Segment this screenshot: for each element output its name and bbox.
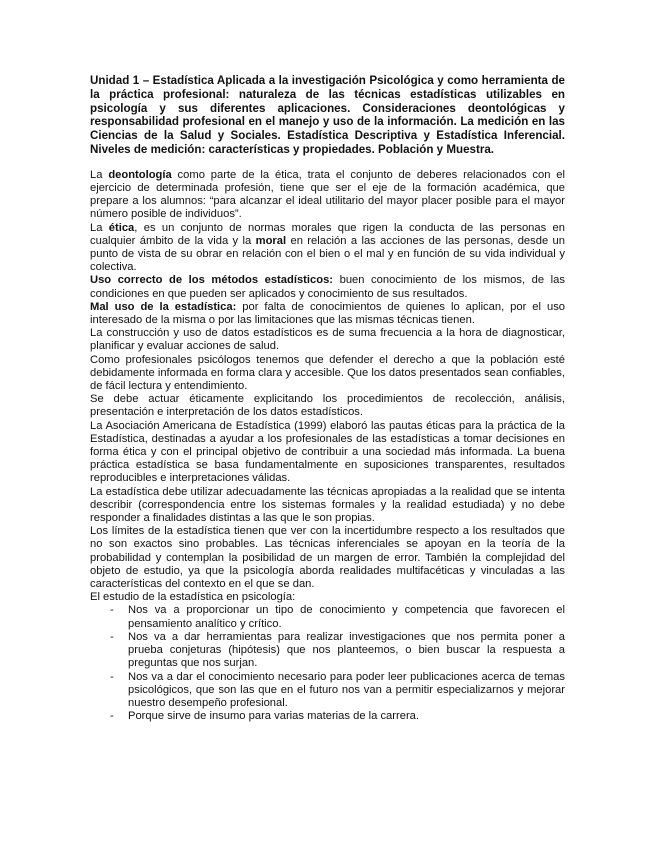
bullet-dash: - (110, 710, 114, 723)
paragraph-limites: Los límites de la estadística tienen que ver con la incertidumbre respecto a los resultados que no son exactos sino probables. Las técnicas inferenciales se apoyan en la teoría de la probabilidad y contemplan la posibilidad de un margen de error. También la complejidad del objeto de estudio, ya que la psicología aborda realidades multifacéticas y vinculadas a las características del contexto en el que se dan. (90, 525, 565, 591)
bold-term: Mal uso de la estadística: (90, 300, 237, 313)
paragraph-uso-correcto (90, 274, 565, 300)
bullet-dash: - (110, 604, 114, 617)
text-run: por falta de conocimientos de quienes lo aplican, por el uso interesado de la misma o por las limitaciones que las mismas técnicas tienen. (90, 300, 566, 327)
bold-term: moral (255, 234, 287, 247)
paragraph-deontologia (90, 169, 565, 222)
text-run: como parte de la ética, trata el conjunto de deberes relacionados con el ejercicio de determinada profesión, tiene que ser el eje de la formación académica, que prepare a los alumnos: “para alcanzar el ideal utilitario del mayor placer posible para el mayor número posible de individuos”. (90, 168, 565, 221)
paragraph-asociacion: La Asociación Americana de Estadística (1999) elaboró las pautas éticas para la práctica de la Estadística, destinadas a ayudar a los profesionales de las estadísticas a tomar decisiones en forma ética y con el principal objetivo de contribuir a una sociedad más informada. La buena práctica estadística se basa fundamentalmente en suposiciones transparentes, resultados reproducibles e interpretaciones válidas. (90, 419, 565, 485)
bold-term: ética (108, 221, 135, 234)
bullet-dash: - (110, 670, 114, 683)
list-item (90, 604, 565, 630)
unit-title: Unidad 1 – Estadística Aplicada a la investigación Psicológica y como herramienta de la práctica profesional: naturaleza de las técnicas estadísticas utilizables en psicología y sus diferentes aplicaciones. Consideraciones deontológicas y responsabilidad profesional en el manejo y uso de la información. La medición en las Ciencias de la Salud y Sociales. Estadística Descriptiva y Estadística Inferencial. Niveles de medición: características y propiedades. Población y Muestra. (90, 74, 565, 156)
bold-term: Uso correcto de los métodos estadísticos: (90, 274, 334, 287)
document-body (90, 169, 565, 724)
list-item-text: Nos va a dar el conocimiento necesario para poder leer publicaciones acerca de temas psicológicos, que son las que en el futuro nos van a permitir especializarnos y mejorar nuestro desempeño profesional. (128, 670, 565, 709)
list-item (90, 631, 565, 671)
text-run: buen conocimiento de los mismos, de las condiciones en que pueden ser aplicados y conocimiento de sus resultados. (90, 274, 565, 300)
list-item-text: Porque sirve de insumo para varias materias de la carrera. (128, 710, 420, 723)
text-run: en relación a las acciones de las personas, desde un punto de vista de su obrar en relación con el bien o el mal y en función de su vida individual y colectiva. (90, 234, 565, 274)
bullet-list (90, 604, 565, 723)
document-page (90, 74, 565, 723)
list-item-text: Nos va a proporcionar un tipo de conocimiento y competencia que favorecen el pensamiento analítico y crítico. (128, 604, 565, 630)
list-item-text: Nos va a dar herramientas para realizar investigaciones que nos permita poner a prueba conjeturas (hipótesis) que nos planteemos, o bien buscar la respuesta a preguntas que nos surjan. (128, 630, 565, 670)
paragraph-profesionales: Como profesionales psicólogos tenemos que defender el derecho a que la población esté debidamente informada en forma clara y accesible. Que los datos presentados sean confiables, de fácil lectura y entendimiento. (90, 353, 565, 393)
bullet-dash: - (110, 630, 114, 643)
paragraph-etica (90, 222, 565, 275)
bold-term: deontología (108, 168, 172, 181)
text-run: La (90, 221, 109, 234)
paragraph-tecnicas: La estadística debe utilizar adecuadamente las técnicas apropiadas a la realidad que se intenta describir (correspondencia entre los sistemas formales y la realidad estudiada) y no debe responder a finalidades distintas a las que le son propias. (90, 485, 565, 525)
list-item (90, 671, 565, 711)
text-run: La (90, 168, 109, 181)
text-run: , es un conjunto de normas morales que rigen la conducta de las personas en cualquier ámbito de la vida y la (90, 221, 565, 247)
paragraph-construccion: La construcción y uso de datos estadísticos es de suma frecuencia a la hora de diagnosticar, planificar y evaluar acciones de salud. (90, 327, 565, 353)
paragraph-mal-uso (90, 301, 565, 327)
list-item (90, 710, 565, 723)
paragraph-actuar-eticamente: Se debe actuar éticamente explicitando los procedimientos de recolección, análisis, presentación e interpretación de los datos estadísticos. (90, 393, 565, 419)
paragraph-estudio: El estudio de la estadística en psicología: (90, 591, 296, 604)
